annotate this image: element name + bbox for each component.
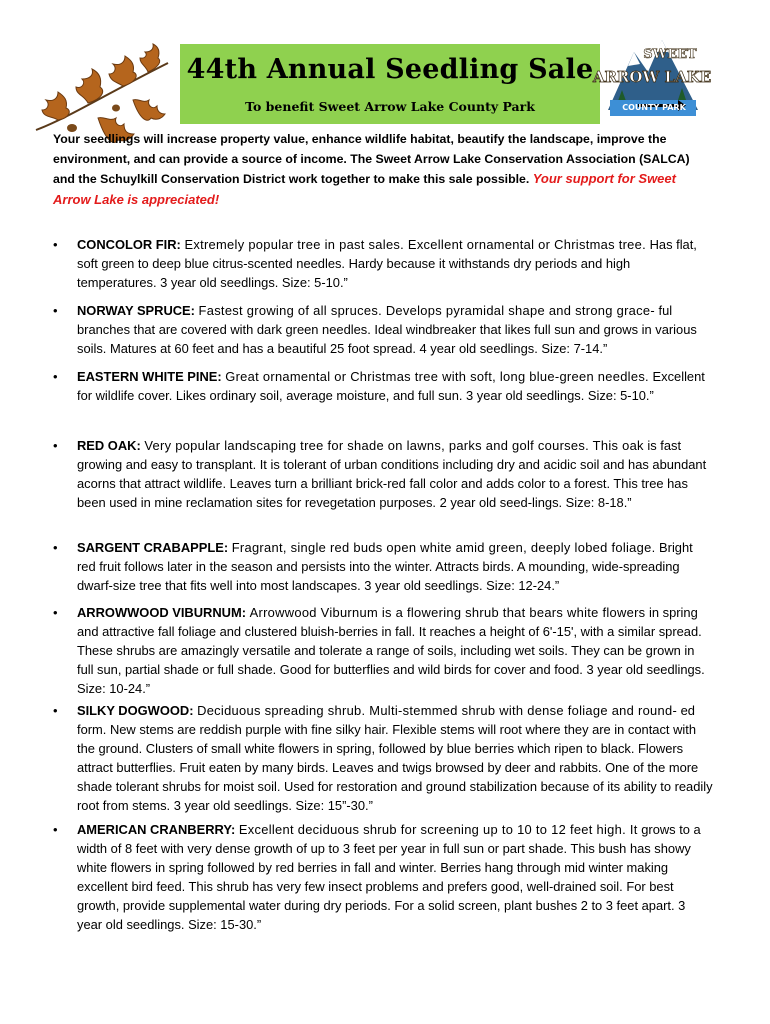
item-lead: Fastest growing of all spruces. Develops pyramidal shape and strong grace-	[198, 303, 655, 318]
item-name: CONCOLOR FIR:	[77, 237, 181, 252]
item-description: grows to a width of 8 feet with very dense growth of up to 3 feet per year in full sun or part shade. This bush has showy white flowers in spring followed by red berries in fall and winter. Berries hang through mid winter making excellent bird feed. This shrub has very few insect problems and prefers good, well-drained soil. For best growth, provide supplemental water during dry periods. For a solid screen, plant bushes 2 to 3 feet apart. 3 year old seedlings. Size: 15-30.”	[77, 822, 701, 932]
intro-text: Your seedlings will increase property value, enhance wildlife habitat, beautify the landscape, improve the environment, and can provide a source of income. The Sweet Arrow Lake Conservation Association (SALCA) and the Schuylkill Conservation District work together to make this sale possible.	[53, 132, 690, 186]
item-description: ed form. New stems are reddish purple with fine silky hair. Flexible stems will root where they are in contact with the ground. Clusters of small white flowers in spring, followed by blue berries which ripen to black. Flowers attract butterflies. Fruit eaten by many birds. Leaves and twigs browsed by deer and rabbits. One of the more shade tolerant shrubs for moist soil. Used for restoration and ground stabilization because of its ability to readily root from stems. 3 year old seedlings. Size: 15”-30.”	[77, 703, 713, 813]
item-name: AMERICAN CRANBERRY:	[77, 822, 236, 837]
bullet-icon: •	[53, 540, 58, 555]
bullet-icon: •	[53, 369, 58, 384]
seedling-list	[53, 235, 713, 940]
support-message: Your support for Sweet Arrow Lake is appreciated!	[53, 171, 676, 207]
list-item	[53, 235, 713, 301]
bullet-icon: •	[53, 703, 58, 718]
list-item	[53, 538, 713, 603]
item-name: EASTERN WHITE PINE:	[77, 369, 222, 384]
list-item	[53, 367, 713, 436]
item-lead: Great ornamental or Christmas tree with soft, long blue-green needles.	[225, 369, 649, 384]
item-description: is fast growing and easy to transplant. It is tolerant of urban conditions including dry and acidic soil and has abundant acorns that attract wildlife. Leaves turn a brilliant brick-red fall color and adds color to a forest. This tree has been used in mine reclamation sites for revegetation purposes. 2 year old seed-lings. Size: 8-18.”	[77, 438, 707, 510]
list-item	[53, 301, 713, 367]
svg-text:SWEET: SWEET	[643, 47, 697, 62]
page-title: 44th Annual Seedling Sale	[186, 54, 594, 85]
sweet-arrow-lake-logo-icon	[592, 32, 712, 122]
bullet-icon: •	[53, 822, 58, 837]
list-item	[53, 701, 713, 820]
item-description: in spring and attractive fall foliage and clustered bluish-berries in fall. It reaches a height of 6'-15', with a similar spread. These shrubs are amazingly versatile and tolerate a range of soils, including wet soils. They can be grown in full sun, partial shade or full shade. Good for butterflies and wild birds for cover and food. 3 year old seedlings. Size: 10-24.”	[77, 605, 705, 696]
item-name: NORWAY SPRUCE:	[77, 303, 195, 318]
page-subtitle: To benefit Sweet Arrow Lake County Park	[245, 99, 535, 114]
item-description: Has flat, soft green to deep blue citrus-scented needles. Hardy because it withstands dry periods and high temperatures. 3 year old seedlings. Size: 5-10.”	[77, 237, 697, 290]
bullet-icon: •	[53, 303, 58, 318]
title-banner	[180, 44, 600, 124]
intro-paragraph	[53, 130, 691, 210]
item-lead: Fragrant, single red buds open white amid green, deeply lobed foliage.	[231, 540, 656, 555]
bullet-icon: •	[53, 438, 58, 453]
list-item	[53, 820, 713, 940]
svg-text:COUNTY PARK: COUNTY PARK	[622, 103, 686, 112]
item-description: Bright red fruit follows later in the season and persists into the winter. Attracts birds. A mounding, wide-spreading dwarf-size tree that fits well into most landscapes. 3 year old seedlings. Size: 12-24.”	[77, 540, 693, 593]
svg-text:ARROW LAKE: ARROW LAKE	[592, 68, 712, 86]
bullet-icon: •	[53, 237, 58, 252]
item-name: RED OAK:	[77, 438, 141, 453]
item-lead: Extremely popular tree in past sales. Excellent ornamental or Christmas tree.	[184, 237, 647, 252]
item-name: SARGENT CRABAPPLE:	[77, 540, 229, 555]
item-lead: Arrowwood Viburnum is a flowering shrub that bears white flowers	[249, 605, 646, 620]
item-lead: Deciduous spreading shrub. Multi-stemmed shrub with dense foliage and round-	[197, 703, 678, 718]
item-description: Excellent for wildlife cover. Likes ordinary soil, average moisture, and full sun. 3 year old seedlings. Size: 5-10.”	[77, 369, 705, 403]
item-lead: Very popular landscaping tree for shade on lawns, parks and golf courses. This oak	[144, 438, 644, 453]
item-name: SILKY DOGWOOD:	[77, 703, 194, 718]
item-description: ful branches that are covered with dark green needles. Ideal windbreaker that likes full sun and grows in various soils. Matures at 60 feet and has a beautiful 25 foot spread. 4 year old seedlings. Size: 7-14.”	[77, 303, 697, 356]
item-lead: Excellent deciduous shrub for screening up to 10 to 12 feet high. It	[238, 822, 638, 837]
item-name: ARROWWOOD VIBURNUM:	[77, 605, 246, 620]
bullet-icon: •	[53, 605, 58, 620]
list-item	[53, 436, 713, 538]
list-item	[53, 603, 713, 701]
